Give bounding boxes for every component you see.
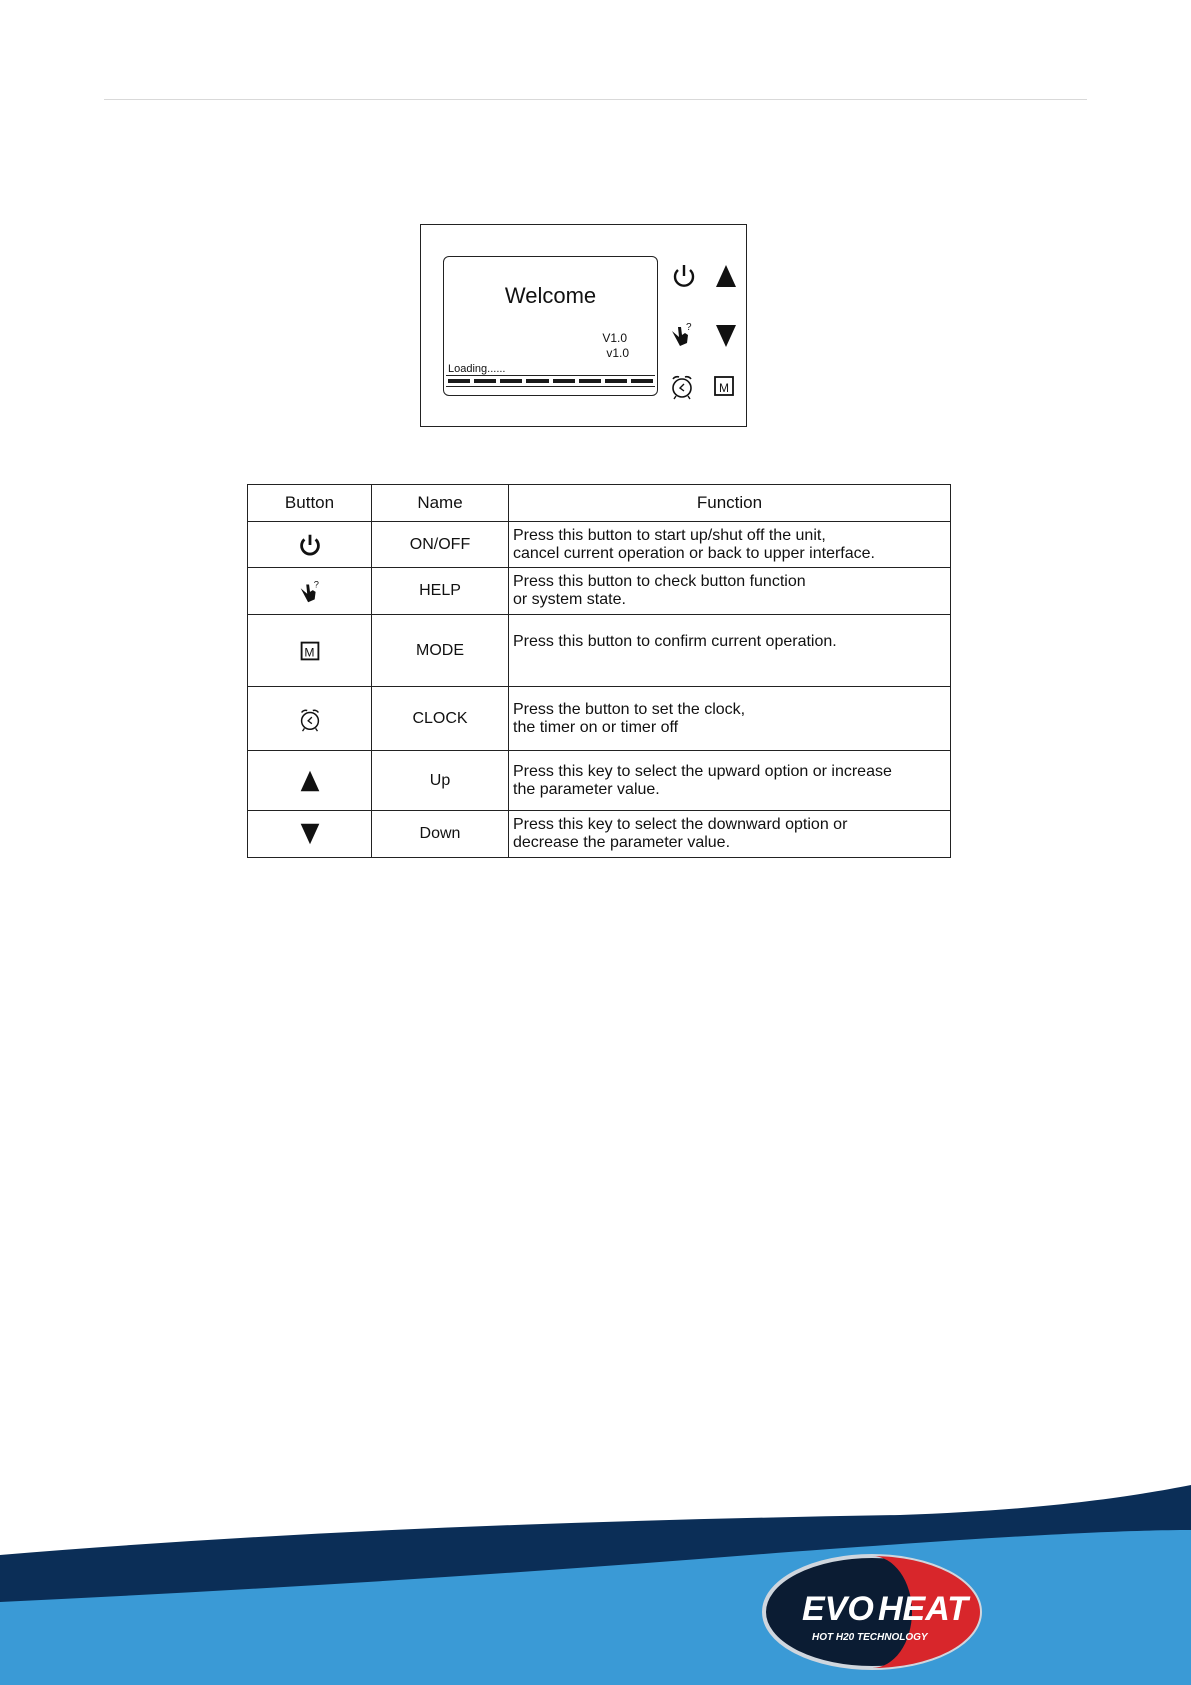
function-line: or system state. (513, 591, 626, 608)
progress-segment (500, 379, 522, 383)
mode-icon (248, 615, 372, 687)
svg-text:?: ? (313, 579, 319, 590)
button-function-table (247, 484, 951, 858)
row-function (509, 811, 951, 858)
row-name: CLOCK (372, 687, 509, 751)
progress-segment (579, 379, 601, 383)
function-line: Press this button to confirm current operation. (513, 633, 837, 650)
down-arrow-icon (248, 811, 372, 858)
progress-segment (526, 379, 548, 383)
table-row (248, 687, 951, 751)
loading-text: Loading...... (448, 363, 506, 375)
function-line: the timer on or timer off (513, 718, 679, 736)
alarm-clock-icon (667, 371, 697, 401)
loading-progress-bar (446, 375, 655, 387)
row-name: HELP (372, 568, 509, 615)
table-header-row (248, 485, 951, 522)
controller-panel (420, 224, 747, 427)
version-line-1: V1.0 (602, 331, 627, 345)
function-line: the parameter value. (513, 780, 660, 798)
help-icon (248, 568, 372, 615)
version-line-2: v1.0 (606, 346, 629, 360)
alarm-clock-icon (248, 687, 372, 751)
header-button: Button (248, 485, 372, 522)
progress-segment (474, 379, 496, 383)
function-line: Press the button to set the clock, (513, 700, 746, 718)
row-name: Down (372, 811, 509, 858)
row-function (509, 687, 951, 751)
table-row (248, 615, 951, 687)
function-line: decrease the parameter value. (513, 834, 731, 851)
svg-text:M: M (303, 645, 315, 660)
mode-icon (709, 371, 739, 401)
table-row (248, 522, 951, 568)
svg-text:M: M (719, 381, 729, 395)
function-line: Press this button to check button function (513, 573, 806, 590)
header-rule (104, 99, 1087, 100)
logo-text-evo: EVO (802, 1590, 874, 1628)
progress-segment (448, 379, 470, 383)
svg-text:?: ? (686, 322, 692, 333)
evoheat-logo (764, 1556, 980, 1668)
progress-segment (553, 379, 575, 383)
up-arrow-icon (248, 751, 372, 811)
function-line: Press this key to select the upward option or increase (513, 762, 892, 780)
row-function (509, 522, 951, 568)
progress-segment (605, 379, 627, 383)
function-line: cancel current operation or back to upper interface. (513, 544, 875, 562)
row-name: Up (372, 751, 509, 811)
footer-wave (0, 1470, 1191, 1685)
row-name: ON/OFF (372, 522, 509, 568)
lcd-screen (443, 256, 658, 396)
table-row (248, 811, 951, 858)
function-line: Press this button to start up/shut off the unit, (513, 526, 826, 544)
progress-segment (631, 379, 653, 383)
power-icon (669, 261, 699, 291)
down-arrow-icon (711, 321, 741, 351)
row-function (509, 751, 951, 811)
power-icon (248, 522, 372, 568)
welcome-text: Welcome (504, 283, 597, 308)
row-function (509, 568, 951, 615)
logo-tagline: HOT H20 TECHNOLOGY (812, 1632, 928, 1643)
up-arrow-icon (711, 261, 741, 291)
logo-text-heat: HEAT (878, 1590, 969, 1628)
row-name: MODE (372, 615, 509, 687)
header-name: Name (372, 485, 509, 522)
function-line: Press this key to select the downward option or (513, 816, 848, 833)
header-function: Function (509, 485, 951, 522)
table-row (248, 568, 951, 615)
help-icon (667, 319, 697, 349)
table-row (248, 751, 951, 811)
row-function (509, 615, 951, 687)
